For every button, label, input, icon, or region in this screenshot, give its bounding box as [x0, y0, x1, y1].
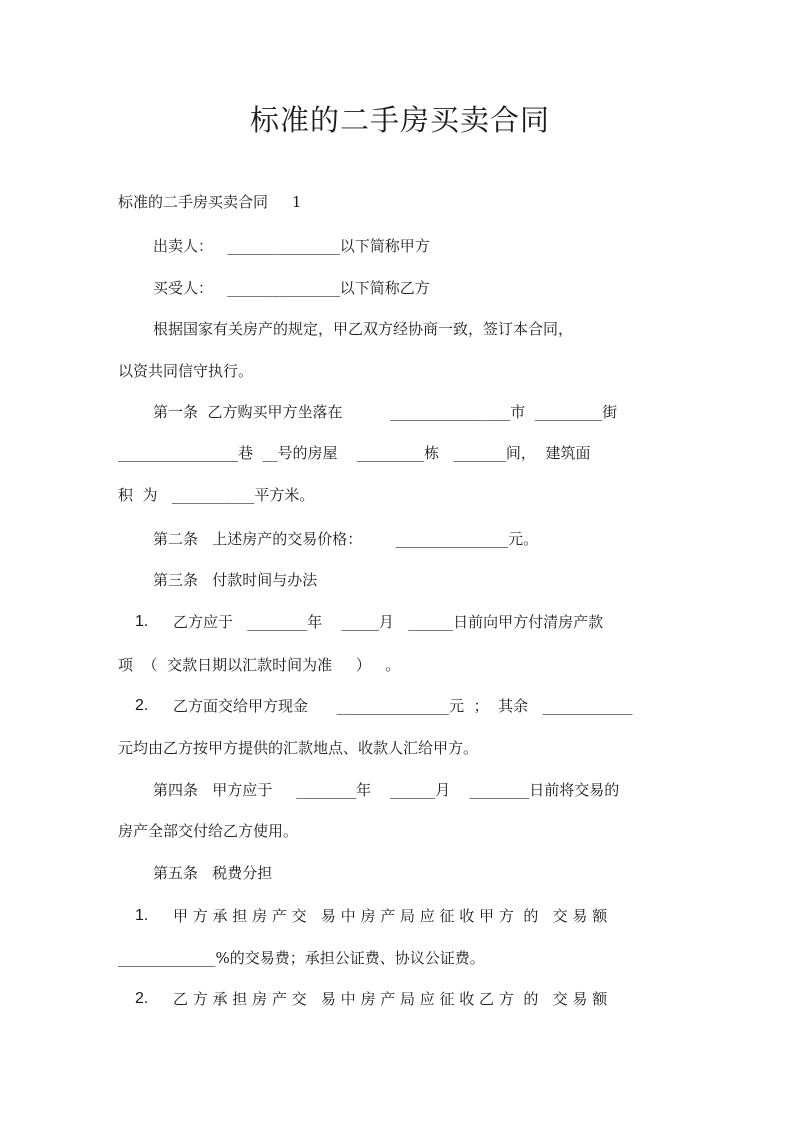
list-number: 1. — [135, 613, 149, 630]
article-5-item-1-line-2: _____________%的交易费；承担公证费、协议公证费。 — [118, 949, 485, 967]
intro-paragraph-line-2: 以资共同信守执行。 — [118, 362, 254, 380]
article-4-line-2: 房产全部交付给乙方使用。 — [118, 822, 299, 840]
article-3-item-1-line-2: 项 （ 交款日期以汇款时间为准 ） 。 — [118, 656, 401, 674]
article-1-line-1: 第一条 乙方购买甲方坐落在 ________________市 _________街 — [153, 403, 618, 421]
article-1-line-3: 积 为 ___________平方米。 — [118, 486, 315, 504]
document-title: 标准的二手房买卖合同 — [249, 103, 550, 137]
article-2-line: 第二条 上述房产的交易价格： _______________元。 — [153, 530, 539, 548]
article-3-item-1-line-1: 乙方应于 ________年 _____月 ______日前向甲方付清房产款 — [173, 613, 604, 631]
list-number: 2. — [135, 990, 149, 1007]
buyer-line: 买受人： _______________以下简称乙方 — [153, 279, 430, 297]
article-4-line-1: 第四条 甲方应于 ________年 ______月 ________日前将交易的 — [153, 781, 620, 799]
section-heading: 标准的二手房买卖合同 1 — [118, 193, 302, 211]
seller-line: 出卖人： _______________以下简称甲方 — [153, 237, 430, 255]
intro-paragraph-line-1: 根据国家有关房产的规定，甲乙双方经协商一致，签订本合同， — [153, 320, 574, 338]
article-3-item-2-line-2: 元均由乙方按甲方提供的汇款地点、收款人汇给甲方。 — [118, 739, 479, 757]
article-3-item-2-line-1: 乙方面交给甲方现金 _______________元 ； 其余 ____________ — [173, 697, 633, 715]
article-5-item-2-line-1: 乙 方 承 担 房 产 交 易 中 房 产 局 应 征 收 乙 方 的 交 易 额 — [173, 990, 608, 1008]
article-3-heading: 第三条 付款时间与办法 — [153, 571, 318, 589]
article-1-line-2: ________________巷 __号的房屋 _________栋 _______间， 建筑面 — [118, 444, 591, 462]
list-number: 1. — [135, 907, 149, 924]
article-5-heading: 第五条 税费分担 — [153, 864, 273, 882]
article-5-item-1-line-1: 甲 方 承 担 房 产 交 易 中 房 产 局 应 征 收 甲 方 的 交 易 额 — [173, 907, 608, 925]
list-number: 2. — [135, 697, 149, 714]
